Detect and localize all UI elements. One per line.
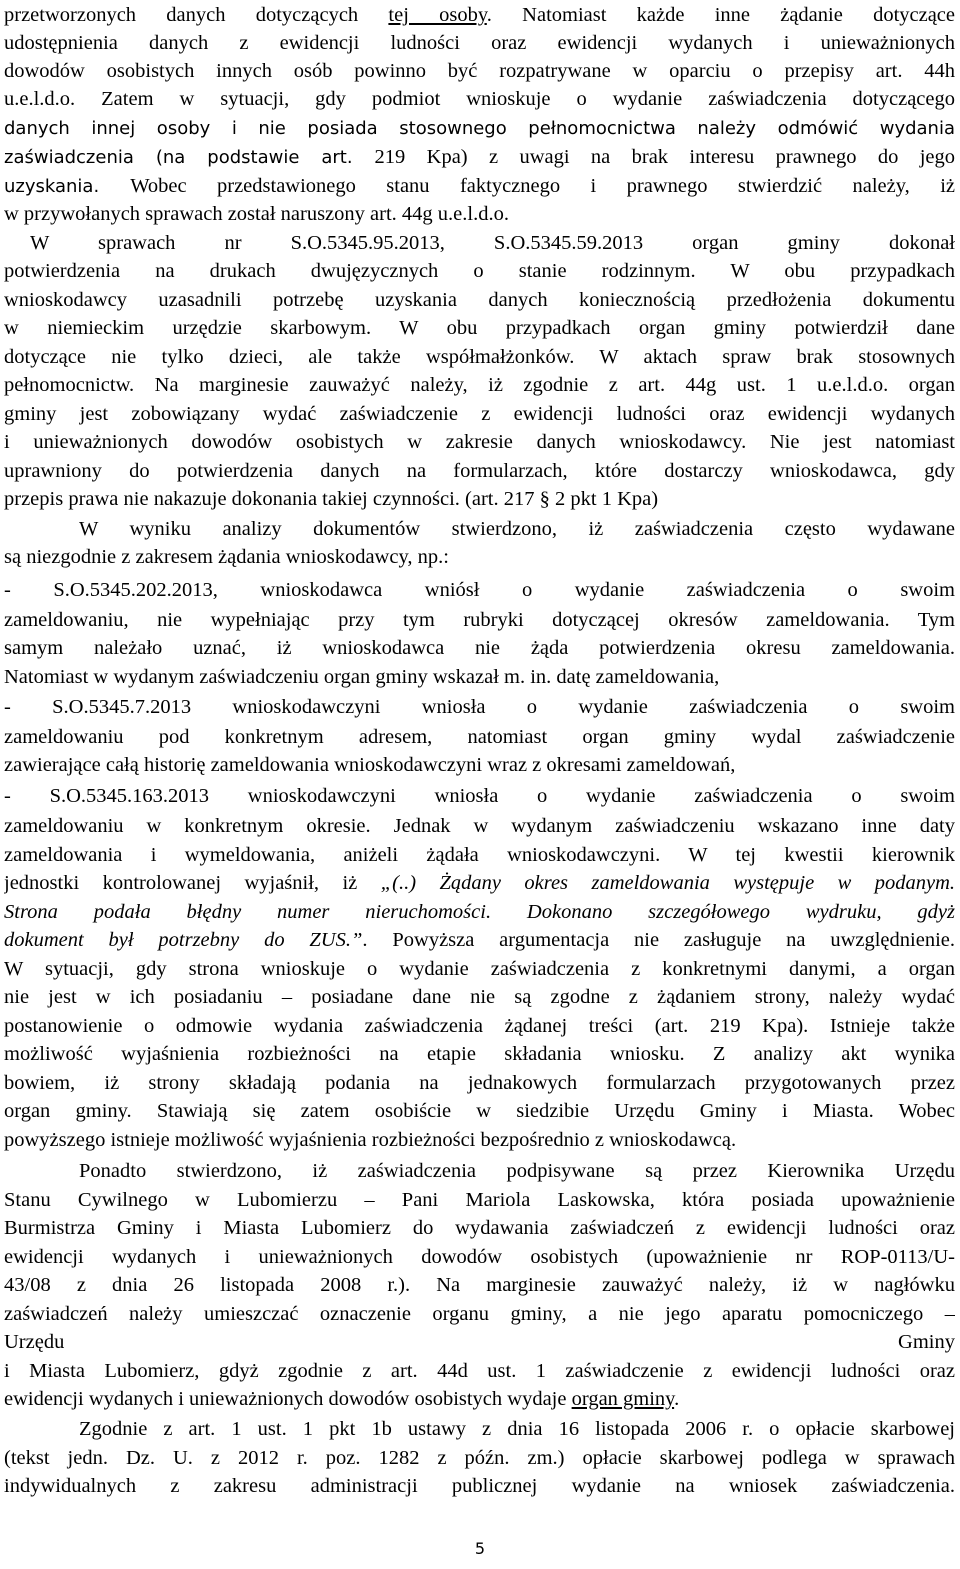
- text-line: w niemieckim urzędzie skarbowym. W obu przypadkach organ gminy potwierdził dane: [4, 317, 955, 339]
- text-line: dowodów osobistych innych osób powinno być rozpatrywane w oparciu o przepisy art. 44h: [4, 60, 955, 82]
- text-line: Stanu Cywilnego w Lubomierzu – Pani Mariola Laskowska, która posiada upoważnienie: [4, 1189, 955, 1211]
- text-line: zameldowaniu pod konkretnym adresem, natomiast organ gminy wydal zaświadczenie: [4, 726, 955, 748]
- text-line: zameldowaniu w konkretnym okresie. Jednak w wydanym zaświadczeniu wskazano inne daty: [4, 815, 955, 837]
- italic-quote: „(..) Żądany okres zameldowania występuje w podanym.: [380, 872, 955, 894]
- text-line: możliwość wyjaśnienia rozbieżności na etapie składania wniosku. Z analizy akt wynika: [4, 1043, 955, 1065]
- text-line: powyższego istnieje możliwość wyjaśnienia rozbieżności bezpośrednio z wnioskodawcą.: [4, 1129, 737, 1151]
- page-number: 5: [474, 1539, 486, 1558]
- text-line: wnioskodawcy uzasadnili potrzebę uzyskania danych koniecznością przedłożenia dokumentu: [4, 289, 955, 311]
- text-line: W sprawach nr S.O.5345.95.2013, S.O.5345.59.2013 organ gminy dokonał: [30, 232, 955, 254]
- text-line: Urzędu Gminy: [4, 1331, 955, 1353]
- text-line: gminy jest zobowiązany wydać zaświadczenie z ewidencji ludności oraz ewidencji wydanych: [4, 403, 955, 425]
- text-line: 43/08 z dnia 26 listopada 2008 r.). Na marginesie zauważyć należy, iż w nagłówku: [4, 1274, 955, 1296]
- text-line: dotyczące nie tylko dzieci, ale także współmałżonków. W aktach spraw brak stosownych: [4, 346, 955, 368]
- text-line: uprawniony do potwierdzenia danych na formularzach, które dostarczy wnioskodawca, gdy: [4, 460, 955, 482]
- text-line: i Miasta Lubomierz, gdyż zgodnie z art. 44d ust. 1 zaświadczenie z ewidencji ludności oraz: [4, 1360, 955, 1382]
- text-line: w przywołanych sprawach został naruszony art. 44g u.e.l.d.o.: [4, 203, 509, 225]
- text-line: samym należało uznać, iż wnioskodawca nie żąda potwierdzenia okresu zameldowania.: [4, 637, 955, 659]
- text-line: indywidualnych z zakresu administracji publicznej wydanie na wniosek zaświadczenia.: [4, 1475, 955, 1497]
- text-line: danych innej osoby i nie posiada stosownego pełnomocnictwa należy odmówić wydania: [4, 118, 955, 139]
- text-line: Zgodnie z art. 1 ust. 1 pkt 1b ustawy z dnia 16 listopada 2006 r. o opłacie skarbowej: [79, 1418, 955, 1440]
- text-line: zameldowaniu, nie wypełniając przy tym rubryki dotyczącej okresów zameldowania. Tym: [4, 609, 955, 631]
- text-line: zaświadczenia (na podstawie art. 219 Kpa) z uwagi na brak interesu prawnego do jego: [4, 146, 955, 168]
- underlined-text: tej osoby: [388, 4, 487, 26]
- text-line: postanowienie o odmowie wydania zaświadczenia żądanej treści (art. 219 Kpa). Istnieje także: [4, 1015, 955, 1037]
- text-line: Burmistrza Gminy i Miasta Lubomierz do wydawania zaświadczeń z ewidencji ludności oraz: [4, 1217, 955, 1239]
- text-line: dokument był potrzebny do ZUS.”. Powyższa argumentacja nie zasługuje na uwzględnienie.: [4, 929, 955, 951]
- text-line: i unieważnionych dowodów osobistych w zakresie danych wnioskodawcy. Nie jest natomiast: [4, 431, 955, 453]
- text-line: pełnomocnictw. Na marginesie zauważyć należy, iż zgodnie z art. 44g ust. 1 u.e.l.d.o. organ: [4, 374, 955, 396]
- italic-quote: Strona podała błędny numer nieruchomości. Dokonano szczegółowego wydruku, gdyż: [4, 901, 955, 923]
- text-line: ewidencji wydanych i unieważnionych dowodów osobistych wydaje organ gminy.: [4, 1388, 680, 1410]
- text-line: są niezgodnie z zakresem żądania wnioskodawcy, np.:: [4, 546, 449, 568]
- text-line: W wyniku analizy dokumentów stwierdzono, iż zaświadczenia często wydawane: [79, 518, 955, 540]
- text-line: nie jest w ich posiadaniu – posiadane dane nie są zgodne z żądaniem strony, należy wydać: [4, 986, 955, 1008]
- underlined-text: organ gminy: [571, 1388, 675, 1410]
- text-line: (tekst jedn. Dz. U. z 2012 r. poz. 1282 z późn. zm.) opłacie skarbowej podlega w sprawach: [4, 1447, 955, 1469]
- text-line: zameldowania i wymeldowania, aniżeli żądała wnioskodawczyni. W tej kwestii kierownik: [4, 844, 955, 866]
- text-line: uzyskania. Wobec przedstawionego stanu faktycznego i prawnego stwierdzić należy, iż: [4, 175, 955, 197]
- text-line: bowiem, iż strony składają podania na jednakowych formularzach przygotowanych przez: [4, 1072, 955, 1094]
- text-line: przepis prawa nie nakazuje dokonania takiej czynności. (art. 217 § 2 pkt 1 Kpa): [4, 488, 659, 510]
- text-line: udostępnienia danych z ewidencji ludności oraz ewidencji wydanych i unieważnionych: [4, 32, 955, 54]
- text-line: - S.O.5345.202.2013, wnioskodawca wniósł o wydanie zaświadczenia o swoim: [4, 579, 955, 601]
- text-line: zawierające całą historię zameldowania wnioskodawczyni wraz z okresami zameldowań,: [4, 754, 736, 776]
- text-line: Natomiast w wydanym zaświadczeniu organ gminy wskazał m. in. datę zameldowania,: [4, 666, 720, 688]
- text-line: zaświadczeń należy umieszczać oznaczenie organu gminy, a nie jego aparatu pomocniczego –: [4, 1303, 955, 1325]
- text-line: przetworzonych danych dotyczących tej osoby. Natomiast każde inne żądanie dotyczące: [4, 4, 955, 26]
- text-line: ewidencji wydanych i unieważnionych dowodów osobistych (upoważnienie nr ROP-0113/U-: [4, 1246, 955, 1268]
- text-line: W sytuacji, gdy strona wnioskuje o wydanie zaświadczenia z konkretnymi danymi, a organ: [4, 958, 955, 980]
- text-line: organ gminy. Stawiają się zatem osobiście w siedzibie Urzędu Gminy i Miasta. Wobec: [4, 1100, 955, 1122]
- text-line: - S.O.5345.163.2013 wnioskodawczyni wniosła o wydanie zaświadczenia o swoim: [4, 785, 955, 807]
- text-line: - S.O.5345.7.2013 wnioskodawczyni wniosła o wydanie zaświadczenia o swoim: [4, 696, 955, 718]
- text-line: u.e.l.d.o. Zatem w sytuacji, gdy podmiot wnioskuje o wydanie zaświadczenia dotyczącego: [4, 88, 955, 110]
- text-line: Ponadto stwierdzono, iż zaświadczenia podpisywane są przez Kierownika Urzędu: [79, 1160, 955, 1182]
- text-line: jednostki kontrolowanej wyjaśnił, iż „(..) Żądany okres zameldowania występuje w podanym.: [4, 872, 955, 894]
- text-line: potwierdzenia na drukach dwujęzycznych o stanie rodzinnym. W obu przypadkach: [4, 260, 955, 282]
- italic-quote: dokument był potrzebny do ZUS.”: [4, 929, 363, 951]
